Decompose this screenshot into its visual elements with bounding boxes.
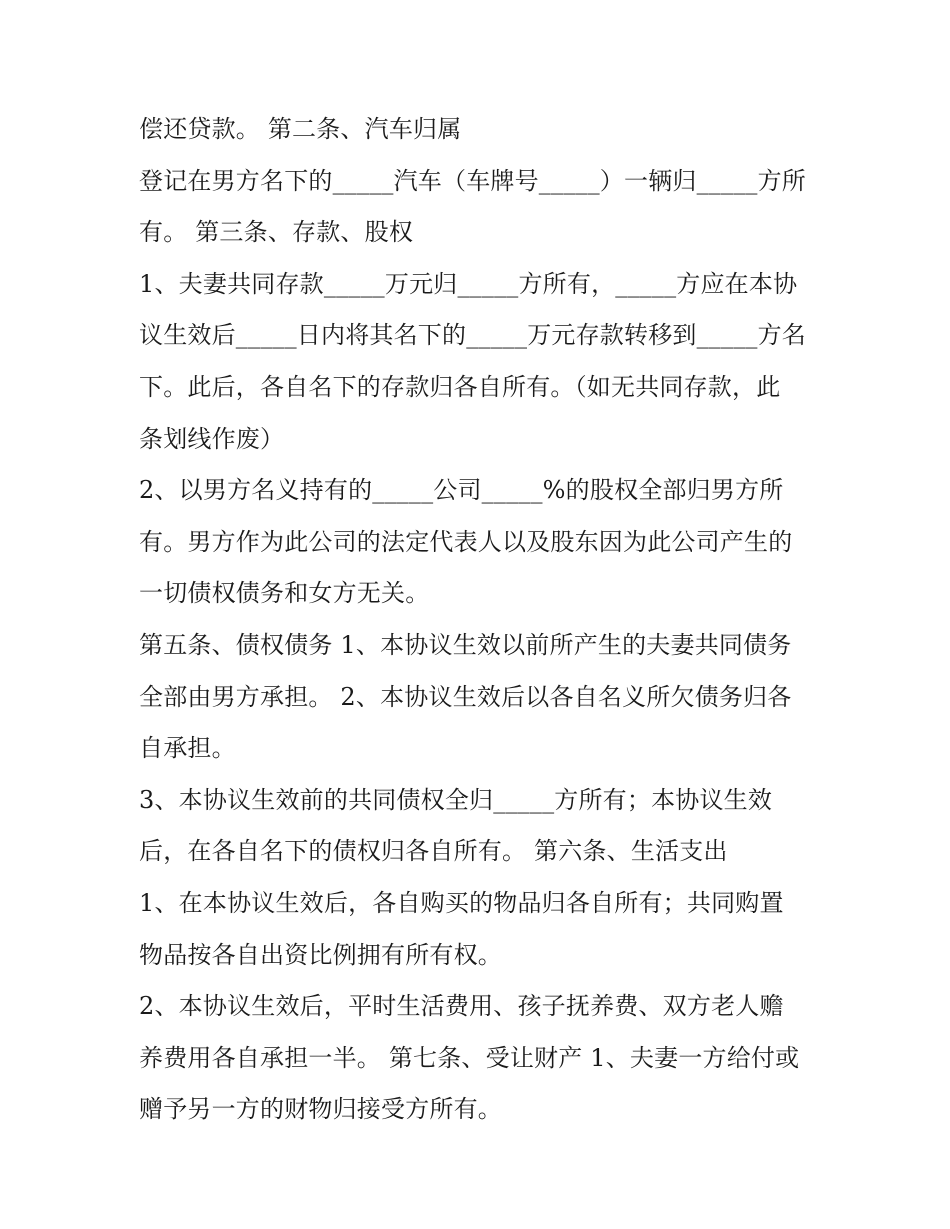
text-line: 1、夫妻共同存款_____万元归_____方所有，_____方应在本协 [139,269,798,298]
text-line: 登记在男方名下的_____汽车（车牌号_____）一辆归_____方所 [139,166,806,195]
text-line: 有。男方作为此公司的法定代表人以及股东因为此公司产生的 [139,527,793,556]
text-line: 有。 第三条、存款、股权 [139,218,414,247]
text-line: 养费用各自承担一半。 第七条、受让财产 1、夫妻一方给付或 [139,1043,800,1072]
text-line: 条划线作废） [139,424,285,453]
document-body [139,104,829,1136]
text-line: 2、本协议生效后，平时生活费用、孩子抚养费、双方老人赡 [139,992,784,1021]
text-line: 3、本协议生效前的共同债权全归_____方所有；本协议生效 [139,785,773,814]
text-line: 赠予另一方的财物归接受方所有。 [139,1095,502,1124]
text-line: 一切债权债务和女方无关。 [139,579,430,608]
text-line: 物品按各自出资比例拥有所有权。 [139,940,502,969]
text-line: 下。此后，各自名下的存款归各自所有。（如无共同存款，此 [139,372,781,401]
text-line: 1、在本协议生效后，各自购买的物品归各自所有；共同购置 [139,888,784,917]
text-line: 全部由男方承担。 2、本协议生效后以各自名义所欠债务归各 [139,682,792,711]
text-line: 自承担。 [139,734,236,763]
text-line: 后，在各自名下的债权归各自所有。 第六条、生活支出 [139,837,728,866]
text-line: 议生效后_____日内将其名下的_____万元存款转移到_____方名 [139,321,806,350]
text-line: 2、以男方名义持有的_____公司_____%的股权全部归男方所 [139,476,784,505]
text-line: 偿还贷款。 第二条、汽车归属 [139,115,462,143]
text-line: 第五条、债权债务 1、本协议生效以前所产生的夫妻共同债务 [139,630,792,659]
